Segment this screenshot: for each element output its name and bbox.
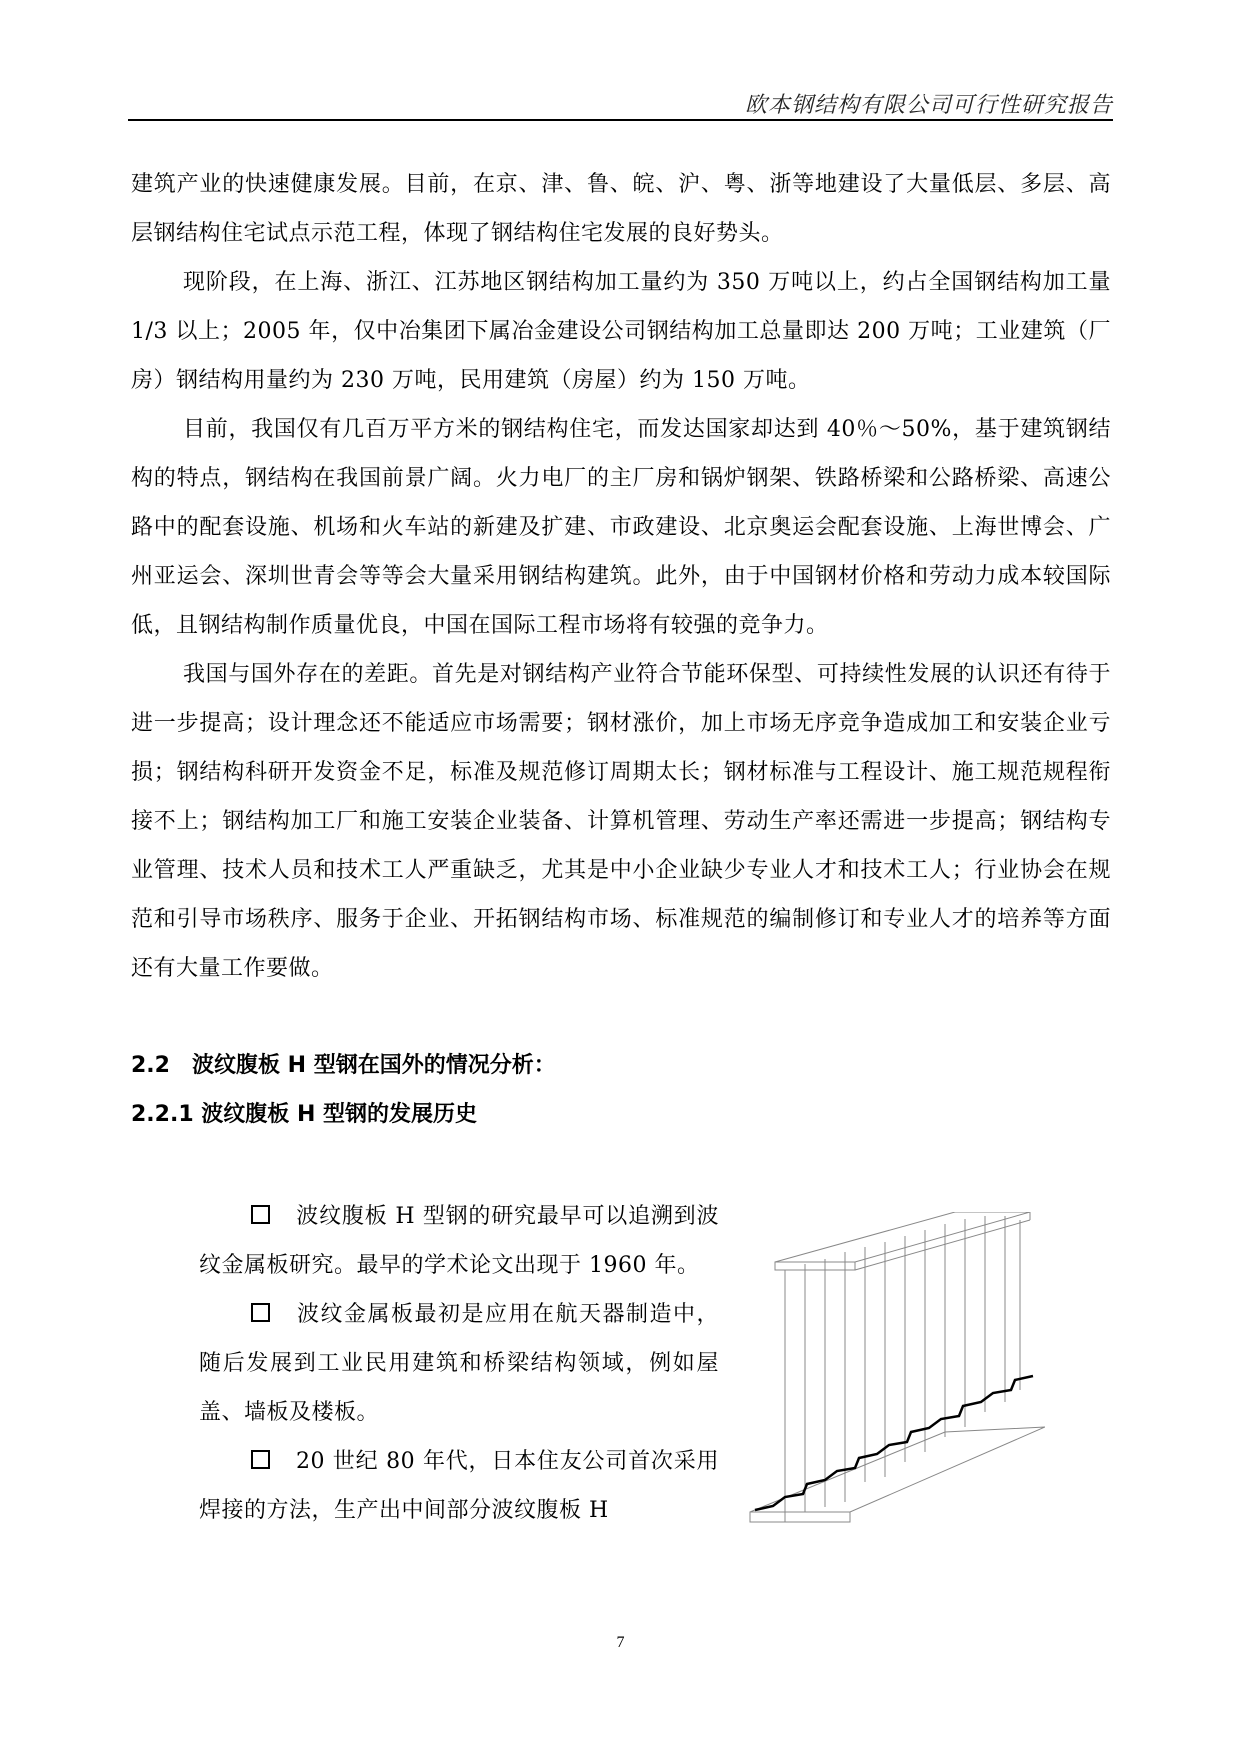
checkbox-bullet-icon xyxy=(251,1303,270,1322)
checkbox-bullet-icon xyxy=(251,1205,270,1224)
paragraph-prospects: 目前，我国仅有几百万平方米的钢结构住宅，而发达国家却达到 40％～50%，基于建筑钢结构的特点，钢结构在我国前景广阔。火力电厂的主厂房和锅炉钢架、铁路桥梁和公路桥梁、高速公路中的配套设施、机场和火车站的新建及扩建、市政建设、北京奥运会配套设施、上海世博会、广州亚运会、深圳世青会等等会大量采用钢结构建筑。此外，由于中国钢材价格和劳动力成本较国际低，且钢结构制作质量优良，中国在国际工程市场将有较强的竞争力。 xyxy=(131,417,1111,638)
paragraph-continuation: 建筑产业的快速健康发展。目前，在京、津、鲁、皖、沪、粤、浙等地建设了大量低层、多层、高层钢结构住宅试点示范工程，体现了钢结构住宅发展的良好势头。 xyxy=(131,172,1111,246)
bullet-text: 20 世纪 80 年代，日本住友公司首次采用焊接的方法，生产出中间部分波纹腹板 H xyxy=(199,1449,719,1523)
bullet-item xyxy=(199,1290,719,1437)
page-number: 7 xyxy=(616,1634,625,1651)
page-header-title: 欧本钢结构有限公司可行性研究报告 xyxy=(744,93,1113,118)
section-heading-2-2-1: 2.2.1 波纹腹板 H 型钢的发展历史 xyxy=(131,1102,478,1127)
bullet-item xyxy=(199,1192,719,1290)
bullet-list xyxy=(199,1192,719,1535)
section-heading-2-2: 2.2 波纹腹板 H 型钢在国外的情况分析： xyxy=(131,1053,556,1078)
paragraph-gap: 我国与国外存在的差距。首先是对钢结构产业符合节能环保型、可持续性发展的认识还有待于进一步提高；设计理念还不能适应市场需要；钢材涨价，加上市场无序竞争造成加工和安装企业亏损；钢结构科研开发资金不足，标准及规范修订周期太长；钢材标准与工程设计、施工规范规程衔接不上；钢结构加工厂和施工安装企业装备、计算机管理、劳动生产率还需进一步提高；钢结构专业管理、技术人员和技术工人严重缺乏，尤其是中小企业缺少专业人才和技术工人；行业协会在规范和引导市场秩序、服务于企业、开拓钢结构市场、标准规范的编制修订和专业人才的培养等方面还有大量工作要做。 xyxy=(131,662,1111,981)
paragraph-production: 现阶段，在上海、浙江、江苏地区钢结构加工量约为 350 万吨以上，约占全国钢结构加工量 1/3 以上；2005 年，仅中冶集团下属冶金建设公司钢结构加工总量即达 200 万吨；工业建筑（厂房）钢结构用量约为 230 万吨，民用建筑（房屋）约为 150 万吨。 xyxy=(131,270,1111,393)
corrugated-web-h-beam-illustration xyxy=(745,1212,1045,1582)
body-text xyxy=(131,160,1111,993)
checkbox-bullet-icon xyxy=(251,1450,270,1469)
bullet-text: 波纹金属板最初是应用在航天器制造中，随后发展到工业民用建筑和桥梁结构领域，例如屋盖、墙板及楼板。 xyxy=(199,1302,719,1425)
header-divider xyxy=(128,119,1113,121)
bullet-text: 波纹腹板 H 型钢的研究最早可以追溯到波纹金属板研究。最早的学术论文出现于 1960 年。 xyxy=(199,1204,719,1278)
bullet-item xyxy=(199,1437,719,1535)
